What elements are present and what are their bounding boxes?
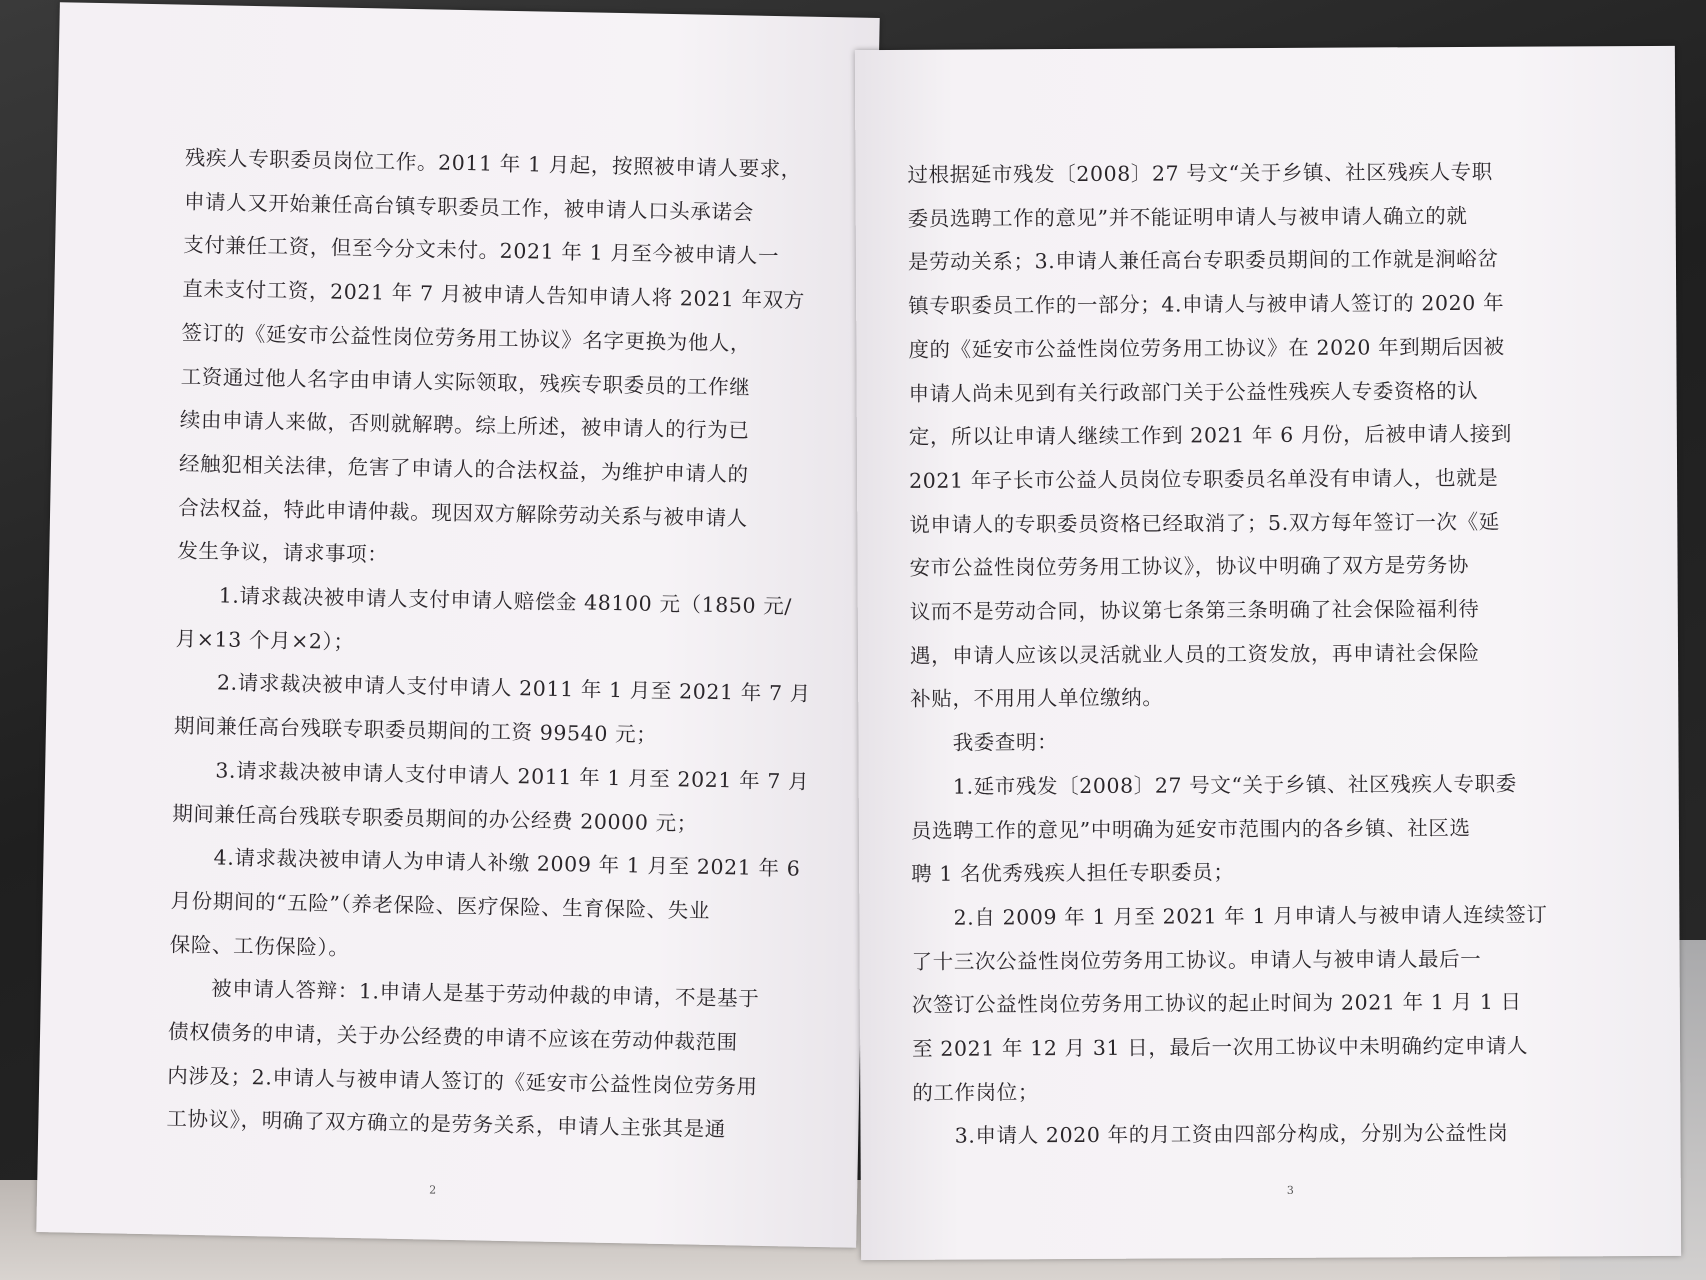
text-line: 月×13 个月×2）； [175, 626, 355, 654]
text-line: 1.延市残发〔2008〕27 号文“关于乡镇、社区残疾人专职委 [910, 771, 1517, 799]
text-line: 被申请人答辩：1.申请人是基于劳动仲裁的申请，不是基于 [168, 975, 760, 1012]
text-line: 期间兼任高台残联专职委员期间的工资 99540 元； [173, 713, 658, 747]
text-line: 的工作岗位； [912, 1079, 1039, 1105]
text-line: 支付兼任工资，但至今分文未付。2021 年 1 月至今被申请人一 [183, 233, 780, 269]
text-line: 申请人尚未见到有关行政部门关于公益性残疾人专委资格的认 [908, 378, 1479, 406]
text-line: 续由申请人来做，否则就解聘。综上所述，被申请人的行为已 [179, 407, 750, 443]
page-right-body [907, 150, 1562, 1159]
text-line: 2.请求裁决被申请人支付申请人 2011 年 1 月至 2021 年 7 月 [174, 670, 812, 707]
text-line: 经触犯相关法律，危害了申请人的合法权益，为维护申请人的 [178, 451, 749, 487]
text-line: 员选聘工作的意见”中明确为延安市范围内的各乡镇、社区选 [910, 815, 1471, 843]
text-line: 月份期间的“五险”（养老保险、医疗保险、生育保险、失业 [170, 888, 711, 923]
text-line: 说申请人的专职委员资格已经取消了；5.双方每年签订一次《延 [909, 509, 1500, 537]
text-line: 镇专职委员工作的一部分；4.申请人与被申请人签订的 2020 年 [908, 290, 1505, 318]
text-line: 3.申请人 2020 年的月工资由四部分构成，分别为公益性岗 [912, 1121, 1509, 1149]
text-line: 债权债务的申请，关于办公经费的申请不应该在劳动仲裁范围 [167, 1019, 738, 1055]
text-line: 是劳动关系；3.申请人兼任高台专职委员期间的工作就是涧峪岔 [907, 247, 1499, 275]
text-line: 保险、工伤保险）。 [169, 932, 350, 960]
text-line: 2021 年子长市公益人员岗位专职委员名单没有申请人，也就是 [909, 465, 1499, 493]
text-line: 聘 1 名优秀残疾人担任专职委员； [911, 860, 1235, 887]
text-line: 工资通过他人名字由申请人实际领取，残疾专职委员的工作继 [180, 364, 751, 400]
text-line: 内涉及；2.申请人与被申请人签订的《延安市公益性岗位劳务用 [167, 1063, 758, 1099]
document-page-right [855, 46, 1681, 1260]
text-line: 1.请求裁决被申请人支付申请人赔偿金 48100 元（1850 元/ [176, 582, 793, 619]
text-line: 4.请求裁决被申请人为申请人补缴 2009 年 1 月至 2021 年 6 [171, 844, 801, 881]
text-line: 至 2021 年 12 月 31 日，最后一次用工协议中未明确约定申请人 [912, 1033, 1529, 1061]
text-line: 我委查明： [910, 730, 1059, 756]
page-number: 3 [1286, 1183, 1294, 1197]
text-line: 签订的《延安市公益性岗位劳务用工协议》名字更换为他人， [181, 320, 752, 356]
text-line: 度的《延安市公益性岗位劳务用工协议》在 2020 年到期后因被 [908, 334, 1505, 362]
page-number: 2 [429, 1183, 437, 1197]
text-line: 申请人又开始兼任高台镇专职委员工作，被申请人口头承诺会 [183, 189, 754, 225]
text-line: 安市公益性岗位劳务用工协议》，协议中明确了双方是劳务协 [909, 553, 1470, 581]
text-line: 补贴，不用用人单位缴纳。 [910, 685, 1164, 712]
text-line: 议而不是劳动合同，协议第七条第三条明确了社会保险福利待 [909, 596, 1480, 624]
text-line: 直未支付工资，2021 年 7 月被申请人告知申请人将 2021 年双方 [182, 276, 806, 313]
text-line: 合法权益，特此申请仲裁。现因双方解除劳动关系与被申请人 [177, 495, 749, 531]
text-line: 2.自 2009 年 1 月至 2021 年 1 月申请人与被申请人连续签订 [911, 902, 1548, 930]
text-line: 过根据延市残发〔2008〕27 号文“关于乡镇、社区残疾人专职 [907, 159, 1493, 187]
text-line: 发生争议，请求事项： [177, 538, 389, 567]
page-left-body [166, 137, 812, 1154]
text-line: 3.请求裁决被申请人支付申请人 2011 年 1 月至 2021 年 7 月 [172, 757, 810, 794]
text-line: 次签订公益性岗位劳务用工协议的起止时间为 2021 年 1 月 1 日 [911, 990, 1522, 1018]
text-line: 定，所以让申请人继续工作到 2021 年 6 月份，后被申请人接到 [908, 421, 1512, 450]
text-line: 残疾人专职委员岗位工作。2011 年 1 月起，按照被申请人要求， [184, 145, 803, 182]
text-line: 期间兼任高台残联专职委员期间的办公经费 20000 元； [172, 801, 699, 836]
text-line: 遇，申请人应该以灵活就业人员的工资发放，再申请社会保险 [909, 640, 1480, 668]
text-line: 委员选聘工作的意见”并不能证明申请人与被申请人确立的就 [907, 203, 1468, 231]
document-page-left [36, 2, 879, 1248]
text-line: 了十三次公益性岗位劳务用工协议。申请人与被申请人最后一 [911, 946, 1482, 974]
text-line: 工协议》，明确了双方确立的是劳务关系，申请人主张其是通 [166, 1106, 727, 1142]
